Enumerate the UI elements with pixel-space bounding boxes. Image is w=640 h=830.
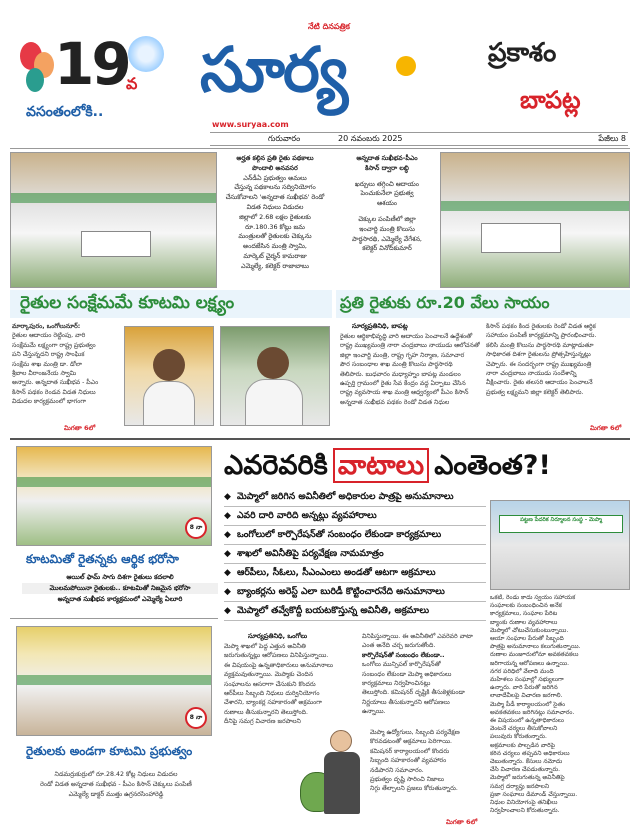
main-body-line: మెప్మా శాఖలో పెద్ద ఎత్తున అవినీతి (224, 643, 306, 650)
story1-body-line: విడుదల కార్యక్రమంలో భాగంగా (12, 398, 87, 406)
story1-intro-line: పొందాలి అనవసర (252, 163, 298, 172)
story1-body (12, 322, 120, 440)
main-body-line: ఎంత అనేది చర్చ జరుగుతోంది. (362, 642, 436, 650)
story1-intro-line: చేస్తున్న పథకాలను సద్వినియోగం (234, 183, 316, 192)
story2-body-line: కలిసి మంత్రి కొలుసు పార్థసారథి మాట్లాడుతూ (486, 341, 594, 349)
story1-intro-line: ఎమ్మెల్యే, కలెక్టర్ రాజాబాబు (241, 261, 309, 270)
story4-body-line: ఎమ్మెల్యే డాక్టర్ ముత్తు ఉగ్రనరసింహారెడ్డి (68, 791, 164, 798)
page-badge (185, 517, 207, 539)
story1-intro-line: అందజేసిన మంత్రి స్వామి, (243, 242, 307, 251)
person-body (143, 381, 195, 426)
anniversary-suffix: వ (126, 74, 138, 93)
story1-photo (10, 152, 217, 288)
story4-headline: రైతులకు అండగా కూటమి ప్రభుత్వం (26, 744, 193, 758)
cheque-board (481, 223, 561, 253)
cartoon-moneybag-illustration (300, 726, 366, 822)
main-col1 (224, 642, 358, 734)
right-col-line: కఠిన చర్యలు తప్పవని అధికారులు (490, 749, 570, 757)
main-body-line: ఉన్నాయి. (362, 708, 386, 716)
diamond-icon: ◆ (224, 568, 231, 578)
story2-body-line: చెప్పారు. ఈ సందర్భంగా రాష్ట్ర ముఖ్యమంత్రి (486, 360, 592, 368)
main-body-line: నిర్ణయాలు తీసుకున్నారని ఆరోపణలు (362, 698, 450, 706)
story2-body-line: సాధికారత దిశగా రైతులను ప్రోత్సహిస్తున్నట్లు (486, 351, 591, 359)
right-column-body (490, 594, 630, 822)
date-bar (210, 132, 628, 146)
main-body-line: చేశారని, బ్యాంకర్ల సహకారంతో అక్రమంగా (224, 699, 322, 707)
story3-dek: ఆయిల్ ఫామ్ సాగు దిశగా రైతులు కదలాలి (66, 573, 174, 581)
story3-dek: మొలమపోయినా రైతులకు.. కూటమితో నిజమైన భరోసా (22, 583, 218, 594)
story1-intro-line: విడత నిధులు విడుదల (246, 202, 304, 211)
diamond-icon: ◆ (224, 492, 231, 502)
story1-intro-line: జిల్లాలో 2.68 లక్షల రైతులకు (239, 212, 311, 221)
story4-photo (16, 626, 212, 736)
story4-body-line: రెండో విడత అన్నదాత సుఖీభవ - పీఎం కిసాన్ చెక్కులు పంపిణీ (40, 781, 192, 788)
main-col3 (370, 728, 486, 818)
right-col-line: మెప్మాలో జరుగుతున్న అవినీతిపై (490, 774, 565, 782)
main-body-line: సిబ్బంది సహకారంతో వ్యవహారం (370, 757, 447, 765)
balloon-icon (26, 68, 44, 92)
story2-body-line: ఉప్పర్తి గ్రామంలో రైతు సేవ కేంద్రం వద్ద ఏర్పాటు చేసిన (340, 380, 466, 388)
right-col-line: బ్యాంకు రుణాల వ్యవహారాలు (490, 618, 558, 626)
story1-intro-line: ఎన్‌డీఏ ప్రభుత్వం అమలు (243, 173, 307, 182)
day-label: గురువారం (268, 134, 301, 143)
story2-body-line: నారా చంద్రబాబు నాయుడు సందేశాన్ని (486, 370, 577, 378)
story2-body-line: రాష్ట్ర ముఖ్యమంత్రి నారా చంద్రబాబు నాయుడు ఆలోచనతో (340, 342, 480, 350)
story3-photo (16, 446, 212, 546)
office-banner (499, 515, 623, 533)
right-col-line: పాత్రపై అనుమానాలు కలుగుతున్నాయి. (490, 643, 581, 651)
right-col-line: నగర పరిధిలో వేలాది మంది (490, 667, 554, 675)
story2-headline: ప్రతి రైతుకు రూ.20 వేలు సాయం (340, 293, 550, 312)
right-col-line: రుణాల మంజూరులోనూ అవకతవకలు (490, 651, 579, 659)
story1-body-line: పని చేస్తున్నదని రాష్ట్ర సాంఘిక (12, 351, 85, 359)
story3-deks (22, 572, 218, 605)
story2-body-line: జిల్లా ఇంచార్జి మంత్రి, రాష్ట్ర గృహ నిర్మాణ, సమాచార (340, 351, 465, 359)
right-col-line: మెప్మాలో చోటుచేసుకుంటున్నాయి. (490, 626, 569, 634)
anniversary-badge (20, 30, 170, 134)
story1-body-line: సంక్షేమ శాఖ మంత్రి డా. డోలా (12, 360, 82, 368)
right-col-line: సమగ్ర దర్యాప్తు జరపాలని (490, 782, 550, 790)
main-body-line: వినిపిస్తున్నాయి. ఈ అవినీతిలో ఎవరెవరి వాటా (362, 633, 473, 640)
main-body-line: తెలుస్తోంది. కమిషనర్ దృష్టికి తీసుకెళ్లకుండా (362, 689, 465, 697)
story1-headline: రైతుల సంక్షేమమే కూటమి లక్ష్యం (20, 293, 235, 313)
page-badge (185, 707, 207, 729)
story2-body-line: రైతుల ఆర్థికాభివృద్ధి వారి ఆదాయం పెంచాలనే ఉద్దేశంతో (340, 333, 473, 340)
right-col-line: ఆయా సంఘాల పేరుతో సిబ్బంది (490, 635, 564, 643)
right-col-line: నిధుల వినియోగంపై తనిఖీలు (490, 799, 558, 807)
main-bullet: ◆ మెప్మాలో తవ్వేకొద్దీ బయటకొస్తున్న అవినీతి, అక్రమాలు (224, 602, 486, 621)
main-body-line: సంబంధం లేకుండా మెప్మా అధికారులు (362, 670, 452, 678)
story2-photo (440, 152, 630, 288)
edition-district: ప్రకాశం (488, 38, 557, 68)
flower-icon (128, 36, 164, 72)
main-body-line: దీనిపై సమగ్ర విచారణ జరపాలని (224, 718, 301, 726)
story2-intro-line: పెంచుకునేలా ప్రభుత్వ (360, 189, 414, 198)
anniversary-caption: వసంతంలోకి.. (26, 104, 104, 120)
page-badge-text: 8 నా (189, 524, 203, 531)
main-bullet: ◆ ఆర్‌పీలు, సీఓలు, సీఎంఎంలు అండతో ఆటగా అక్రమాలు (224, 564, 486, 583)
person-body (245, 379, 303, 426)
page-count: పేజీలు 8 (598, 134, 626, 143)
main-body-line: ప్రభుత్వం దృష్టి సారించి నిజాలు (370, 776, 445, 784)
mepma-office-photo (490, 500, 630, 590)
story2-col1 (340, 332, 480, 432)
right-col-line: అవకతవకలు జరిగినట్లు సమాచారం. (490, 708, 575, 716)
edition-area: బాపట్ల (520, 86, 581, 114)
main-col2 (362, 632, 486, 724)
main-bullet: ◆ ఎవరి దారి వారిది అన్నట్లు వ్యవహారాలు (224, 507, 486, 526)
office-banner-text: పట్టణ పేదరిక నిర్మూలన సంస్థ - మెప్మా (520, 517, 602, 523)
main-body-line: ఈ విషయంపై ఉన్నతాధికారులు అనుమానాలు (224, 661, 334, 669)
right-col-line: చేసి విచారణ చేపడుతున్నారు. (490, 766, 561, 774)
story1-continued[interactable]: మిగతా 6లో (64, 424, 96, 432)
right-col-line: ప్రజా సంఘాలు డిమాండ్ చేస్తున్నాయి. (490, 790, 578, 798)
diamond-icon: ◆ (224, 587, 231, 597)
right-col-line: జరిగాయన్న ఆరోపణలు ఉన్నాయి. (490, 659, 569, 667)
main-body-line: మెప్మా ఉద్యోగులు, సిబ్బంది పర్యవేక్షణ (370, 729, 460, 736)
main-dateline: సూర్యప్రతినిధి, ఒంగోలు (248, 632, 308, 640)
story1-body-line: శ్రీబాల వీరాంజనేయ స్వామి (12, 370, 77, 378)
main-bullet: ◆ మెప్మాలో జరిగిన అవినీతిలో అధికారుల పాత్రపై అనుమానాలు (224, 488, 486, 507)
story2-intro-line: ఇంచార్జి మంత్రి కొలుసు (359, 224, 415, 233)
story2-body-line: సహాయం పంపిణీ కార్యక్రమాన్ని ప్రారంభించారు. (486, 332, 597, 340)
story2-body-line: అన్నదాత సుఖీభవ పథకం రెండో విడత నిధుల (340, 398, 450, 406)
main-headline (224, 446, 630, 486)
sun-icon (396, 56, 416, 76)
diamond-icon: ◆ (224, 549, 231, 559)
story1-intro-line: మంత్రులతో రైతులకు చెక్కును (238, 232, 312, 241)
story2-col2 (486, 322, 630, 422)
person-silhouette (257, 347, 289, 379)
story1-headline-band (10, 290, 332, 318)
story2-intro-line: ఆశయం (376, 199, 398, 208)
story2-body-line: కిసాన్ పథకం కింద రైతులకు రెండో విడత ఆర్థిక (486, 323, 596, 330)
story2-body-line: రాష్ట్ర వ్యవసాయ శాఖ మంత్రి ఆధ్వర్యంలో పీఎం కిసాన్ (340, 389, 469, 397)
website-url[interactable]: www.suryaa.com (212, 120, 289, 129)
story2-intro-line: పార్థసారథి, ఎమ్మెల్యే వేగేశన, (352, 234, 422, 243)
story1-body-line: సంక్షేమమే లక్ష్యంగా రాష్ట్ర ప్రభుత్వం (12, 341, 96, 349)
date-label: 20 నవంబరు 2025 (338, 134, 403, 143)
story2-body-line: ప్రభుత్వ లక్ష్యమని జిల్లా కలెక్టర్ తెలిపారు. (486, 388, 584, 396)
main-bullet-list (224, 488, 486, 621)
story1-body-line: మార్కాపురం, ఒంగోలునూర్: (12, 323, 81, 330)
main-headline-part1: ఎవరెవరికి (224, 450, 328, 481)
story2-dateline: సూర్యప్రతినిధి, బాపట్ల (352, 322, 408, 330)
main-headline-part2: ఎంతెంత?! (434, 450, 551, 481)
logo-text: సూర్య (200, 33, 347, 106)
person-head (330, 730, 352, 752)
diamond-icon: ◆ (224, 511, 231, 521)
story2-body-line: వీక్షించారు. రైతు తలసరి ఆదాయం పెంచాలనే (486, 379, 593, 387)
main-body-line: కార్యక్రమాలు నిర్వహించినట్లు (362, 680, 431, 688)
story2-intro-line: ఖర్చులు తగ్గించి ఆదాయం (355, 179, 419, 188)
page-badge-text: 8 నా (189, 714, 203, 721)
right-col-line: చెబుతున్నారు. కేసులు నమోదు (490, 758, 563, 766)
main-bullet: ◆ శాఖలో అవినీతిపై పర్యవేక్షణ నామమాత్రం (224, 545, 486, 564)
story1-intro-line: రూ.180.36 కోట్లు జమ (245, 222, 305, 231)
story2-intro-line: కిసాన్ ద్వారా లబ్ధి (365, 163, 409, 172)
story2-headline-band (336, 290, 630, 318)
right-col-line: ఒకటి, రెండు కాదు స్వయం సహాయక (490, 594, 576, 601)
main-headline-highlight: వాటాలు (333, 448, 429, 483)
story4-body (16, 770, 216, 826)
masthead-tagline: నేటి దినపత్రిక (308, 22, 350, 31)
right-col-line: ఉన్నారు. వారి పేరుతో జరిగిన (490, 684, 558, 692)
main-body-line: కొరవడటంతో అక్రమాలు పెరిగాయి. (370, 738, 452, 746)
right-col-line: వెంటనే చర్యలు తీసుకోవాలని (490, 725, 558, 733)
right-col-line: ఈ విషయంలో ఉన్నతాధికారులు (490, 717, 564, 725)
right-col-line: సంఘాలకు సంబంధించిన అనేక (490, 602, 562, 610)
main-body-line: జరుగుతున్నట్లు ఆరోపణలు వినిపిస్తున్నాయి. (224, 652, 329, 660)
anniversary-number: 19 (54, 30, 129, 98)
story2-continued[interactable]: మిగతా 6లో (590, 424, 622, 432)
right-col-line: మెప్మా పీడీ కార్యాలయంలో సైతం (490, 700, 566, 708)
main-body-line: కార్పొరేషన్‌తో సంబంధం లేకుండా.. (362, 651, 445, 659)
main-bullet: ◆ బ్యాంకర్లను అరెస్ట్ ఎలా బురిడీ కొట్టించారనేది అనుమానాలు (224, 583, 486, 602)
main-body-line: వ్యక్తమవుతున్నాయి. మెప్మాకు చెందిన (224, 671, 314, 679)
person-suit (324, 752, 360, 814)
story2-body-line: పౌర సంబంధాల శాఖ మంత్రి కొలుసు పార్థసారథి (340, 361, 453, 369)
main-body-line: నిగ్గు తేల్చాలని ప్రజలు కోరుతున్నారు. (370, 785, 458, 793)
right-col-line: కార్యక్రమాలు, సంఘాల పేరిట (490, 610, 558, 618)
person-silhouette (153, 349, 185, 381)
cheque-board (81, 231, 151, 257)
main-body-line: నడిపారని సమాచారం. (370, 766, 424, 774)
right-col-line: పలువురు కోరుతున్నారు. (490, 733, 547, 741)
right-col-line: నిర్వహించాలని కోరుతున్నారు. (490, 807, 560, 815)
story1-photo-speaker-1 (124, 326, 214, 426)
story1-intro-line: మార్కెట్ చైర్మన్ కామరాజు (243, 251, 307, 260)
right-col-line: అక్రమాలకు పాల్పడిన వారిపై (490, 741, 556, 749)
story1-photo-speaker-2 (220, 326, 330, 426)
story2-intro-line: అన్నదాత సుఖీభవ-పీఎం (356, 154, 418, 162)
diamond-icon: ◆ (224, 530, 231, 540)
story1-body-line: అన్నారు. అన్నదాత సుఖీభవ - పీఎం (12, 379, 99, 387)
story2-body-line: తెలిపారు. బుధవారం మధ్యాహ్నం బాపట్ల మండలం (340, 370, 461, 378)
story1-intro-box (219, 154, 331, 288)
suryaa-logo (200, 30, 440, 120)
main-bullet: ◆ ఒంగోలులో కార్పొరేషన్‌తో సంబంధం లేకుండా కార్యక్రమాలు (224, 526, 486, 545)
right-col-line: మహిళలు సంఘాల్లో సభ్యులుగా (490, 676, 564, 684)
story1-intro-line: అర్హత కల్గిన ప్రతి రైతు పథకాలు (236, 154, 314, 162)
diamond-icon: ◆ (224, 606, 231, 616)
story3-dek: అన్నదాత సుఖీభవ కార్యక్రమంలో ఎమ్మెల్యే ఏలూరి (57, 595, 183, 603)
story4-body-line: నిడమర్రుకుర్రులో రూ.28.42 కోట్ల నిధులు విడుదల (54, 771, 178, 778)
story2-intro-line: కలెక్టర్ వినోద్‌కుమార్ (362, 244, 412, 253)
story2-intro-line: చెక్కుల పంపిణీలో జిల్లా (358, 214, 416, 223)
main-body-line: రుణాలు తీసుకున్నారని తెలుస్తోంది. (224, 708, 308, 716)
story1-body-line: రైతుల ఆదాయం రెట్టింపు, వారి (12, 332, 86, 340)
story1-intro-line: చేసుకోవాలని 'అన్నదాత సుఖీభవ' రెండో (225, 193, 325, 202)
main-body-line: ఒంగోలు మున్సిపల్ కార్పొరేషన్‌తో (362, 661, 441, 669)
main-body-line: కమిషనర్ కార్యాలయంలో కొందరు (370, 747, 450, 755)
story3-headline: కూటమితో రైతన్నకు ఆర్థిక భరోసా (26, 552, 179, 566)
main-body-line: సంఘాలను ఆసరాగా చేసుకుని కొందరు (224, 680, 316, 688)
main-continued[interactable]: మిగతా 6లో (446, 818, 478, 826)
story1-body-line: కిసాన్ పథకం రెండవ విడత నిధులు (12, 388, 96, 396)
main-body-line: ఆర్‌పీలు సిబ్బంది నిధులు దుర్వినియోగం (224, 690, 320, 698)
story2-intro-box (336, 154, 438, 288)
right-col-line: లావాదేవీలపై విచారణ జరగాలి. (490, 692, 563, 700)
